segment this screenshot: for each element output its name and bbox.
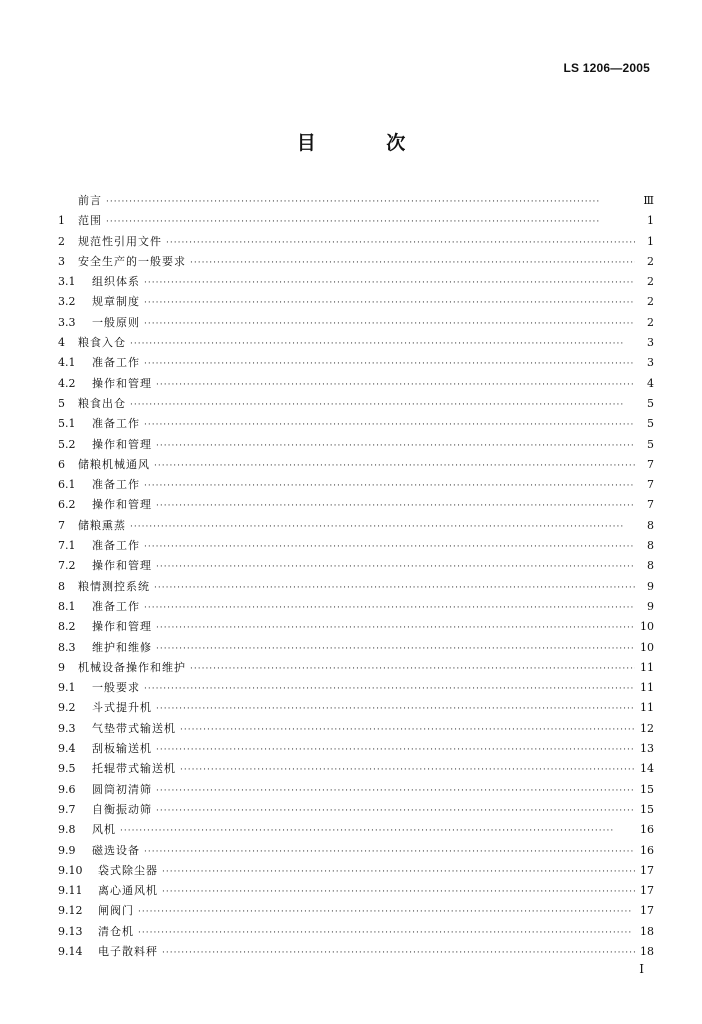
- toc-dot-leader: [190, 659, 635, 679]
- toc-entry-title: 一般要求: [92, 681, 140, 695]
- toc-entry-page: 11: [640, 681, 654, 695]
- toc-entry: [58, 272, 654, 292]
- toc-entry-page: 8: [647, 539, 654, 553]
- toc-entry-page: 7: [647, 478, 654, 492]
- toc-entry-number: 9.11: [58, 884, 83, 898]
- toc-dot-leader: [130, 395, 635, 415]
- toc-entry-number: 9.4: [58, 742, 76, 756]
- toc-entry: [58, 942, 654, 962]
- toc-entry-title: 一般原则: [92, 315, 140, 329]
- toc-entry-title: 组织体系: [92, 275, 140, 289]
- toc-entry-title: 磁选设备: [92, 843, 140, 857]
- toc-entry-number: 9.7: [58, 802, 76, 816]
- toc-entry-page: 2: [647, 254, 654, 268]
- toc-dot-leader: [180, 760, 635, 780]
- toc-entry-page: 2: [647, 295, 654, 309]
- toc-entry-number: 9.1: [58, 681, 76, 695]
- toc-entry-page: 5: [647, 437, 654, 451]
- toc-entry: [58, 516, 654, 536]
- toc-entry-title: 操作和管理: [92, 437, 152, 451]
- page-title: 目 次: [296, 132, 438, 154]
- toc-entry: [58, 800, 654, 820]
- toc-entry-title: 刮板输送机: [92, 742, 152, 756]
- toc-entry: [58, 292, 654, 312]
- toc-dot-leader: [156, 801, 635, 821]
- toc-entry-number: 9: [58, 660, 65, 674]
- toc-dot-leader: [156, 618, 635, 638]
- toc-dot-leader: [156, 496, 635, 516]
- toc-entry-number: 9.5: [58, 762, 76, 776]
- toc-entry-number: 9.9: [58, 843, 76, 857]
- toc-entry-number: 3.3: [58, 315, 76, 329]
- toc-dot-leader: [180, 720, 635, 740]
- toc-entry-page: 4: [647, 376, 654, 390]
- toc-dot-leader: [154, 578, 635, 598]
- toc-dot-leader: [166, 233, 635, 253]
- toc-entry-title: 规范性引用文件: [78, 234, 162, 248]
- toc-entry-page: 16: [640, 823, 654, 837]
- toc-dot-leader: [162, 862, 635, 882]
- toc-entry-page: 5: [647, 417, 654, 431]
- toc-entry-number: 8.2: [58, 620, 76, 634]
- toc-dot-leader: [162, 882, 635, 902]
- toc-entry: [58, 313, 654, 333]
- toc-entry-page: 7: [647, 457, 654, 471]
- toc-entry-page: 18: [640, 924, 654, 938]
- toc-entry-title: 操作和管理: [92, 559, 152, 573]
- toc-dot-leader: [144, 354, 635, 374]
- toc-entry-number: 8: [58, 579, 65, 593]
- toc-entry-title: 圆筒初清筛: [92, 782, 152, 796]
- toc-entry-title: 范围: [78, 214, 102, 228]
- toc-entry: [58, 739, 654, 759]
- toc-entry-number: 9.12: [58, 904, 83, 918]
- toc-entry: [58, 556, 654, 576]
- toc-dot-leader: [144, 273, 635, 293]
- toc-entry-number: 6.2: [58, 498, 76, 512]
- toc-dot-leader: [138, 902, 635, 922]
- toc-entry: [58, 394, 654, 414]
- toc-entry-title: 储粮熏蒸: [78, 518, 126, 532]
- toc-entry-number: 5.1: [58, 417, 76, 431]
- toc-entry-page: 8: [647, 518, 654, 532]
- page-number: I: [639, 962, 644, 976]
- toc-entry-title: 气垫带式输送机: [92, 721, 176, 735]
- toc-entry: [58, 719, 654, 739]
- toc-entry-number: 9.2: [58, 701, 76, 715]
- toc-entry: [58, 577, 654, 597]
- toc-dot-leader: [156, 436, 635, 456]
- toc-entry-number: 9.14: [58, 944, 83, 958]
- toc-dot-leader: [106, 212, 635, 232]
- toc-entry: [58, 678, 654, 698]
- toc-entry: [58, 495, 654, 515]
- toc-entry-number: 7.2: [58, 559, 76, 573]
- toc-dot-leader: [156, 740, 635, 760]
- toc-entry-number: 2: [58, 234, 65, 248]
- toc-dot-leader: [156, 781, 635, 801]
- toc-entry: [58, 617, 654, 637]
- toc-entry-number: 3.1: [58, 275, 76, 289]
- toc-entry-page: 12: [640, 721, 654, 735]
- toc-entry-page: 17: [640, 884, 654, 898]
- toc-entry-page: 7: [647, 498, 654, 512]
- toc-entry-number: 6.1: [58, 478, 76, 492]
- toc-entry-title: 操作和管理: [92, 376, 152, 390]
- toc-dot-leader: [156, 375, 635, 395]
- toc-entry-title: 自衡振动筛: [92, 802, 152, 816]
- toc-entry-number: 4.1: [58, 356, 76, 370]
- toc-entry-title: 维护和维修: [92, 640, 152, 654]
- toc-entry-page: 9: [647, 579, 654, 593]
- toc-dot-leader: [130, 517, 635, 537]
- toc-dot-leader: [144, 293, 635, 313]
- toc-dot-leader: [144, 314, 635, 334]
- toc-entry: [58, 374, 654, 394]
- toc-entry-number: 7: [58, 518, 65, 532]
- toc-entry-number: 9.6: [58, 782, 76, 796]
- toc-entry-page: 9: [647, 599, 654, 613]
- toc-entry-title: 准备工作: [92, 356, 140, 370]
- toc-entry-page: Ⅲ: [643, 194, 654, 207]
- toc-entry-page: 10: [640, 620, 654, 634]
- toc-entry-page: 11: [640, 660, 654, 674]
- toc-entry: [58, 861, 654, 881]
- toc-entry-page: 15: [640, 782, 654, 796]
- toc-entry-page: 16: [640, 843, 654, 857]
- toc-entry-title: 前言: [78, 194, 102, 207]
- toc-entry-title: 准备工作: [92, 599, 140, 613]
- toc-entry: [58, 658, 654, 678]
- toc-entry-title: 规章制度: [92, 295, 140, 309]
- toc-dot-leader: [144, 842, 635, 862]
- toc-entry-number: 4.2: [58, 376, 76, 390]
- toc-dot-leader: [106, 192, 635, 212]
- toc-dot-leader: [156, 557, 635, 577]
- toc-entry: [58, 333, 654, 353]
- toc-dot-leader: [144, 476, 635, 496]
- toc-entry: [58, 191, 654, 211]
- toc-entry-page: 5: [647, 396, 654, 410]
- toc-dot-leader: [120, 821, 635, 841]
- toc-entry-page: 15: [640, 802, 654, 816]
- toc-dot-leader: [138, 923, 635, 943]
- toc-entry-title: 风机: [92, 823, 116, 837]
- toc-dot-leader: [144, 415, 635, 435]
- toc-entry: [58, 414, 654, 434]
- toc-dot-leader: [154, 456, 635, 476]
- toc-entry: [58, 252, 654, 272]
- toc-entry: [58, 922, 654, 942]
- toc-entry-number: 9.3: [58, 721, 76, 735]
- toc-entry-title: 粮食入仓: [78, 336, 126, 350]
- toc-entry: [58, 435, 654, 455]
- toc-entry-page: 1: [647, 234, 654, 248]
- toc-entry: [58, 455, 654, 475]
- toc-entry-page: 2: [647, 315, 654, 329]
- toc-entry: [58, 881, 654, 901]
- toc-dot-leader: [144, 537, 635, 557]
- toc-entry-title: 安全生产的一般要求: [78, 254, 186, 268]
- toc-entry-title: 电子散料秤: [98, 944, 158, 958]
- toc-entry-page: 17: [640, 904, 654, 918]
- toc-entry-number: 5.2: [58, 437, 76, 451]
- toc-entry-page: 18: [640, 944, 654, 958]
- toc-dot-leader: [144, 598, 635, 618]
- table-of-contents: [58, 191, 654, 962]
- toc-entry-number: 7.1: [58, 539, 76, 553]
- toc-entry-title: 准备工作: [92, 539, 140, 553]
- toc-entry-page: 11: [640, 701, 654, 715]
- toc-entry-title: 斗式提升机: [92, 701, 152, 715]
- toc-entry-title: 准备工作: [92, 417, 140, 431]
- toc-entry-title: 粮情测控系统: [78, 579, 150, 593]
- toc-entry-title: 清仓机: [98, 924, 134, 938]
- toc-dot-leader: [190, 253, 635, 273]
- toc-entry-number: 8.3: [58, 640, 76, 654]
- toc-entry-number: 8.1: [58, 599, 76, 613]
- toc-entry-page: 10: [640, 640, 654, 654]
- toc-entry-title: 闸阀门: [98, 904, 134, 918]
- toc-entry-number: 4: [58, 336, 65, 350]
- toc-entry-page: 17: [640, 863, 654, 877]
- toc-dot-leader: [156, 699, 635, 719]
- toc-entry: [58, 211, 654, 231]
- toc-entry-number: 9.10: [58, 863, 83, 877]
- toc-dot-leader: [130, 334, 635, 354]
- toc-entry: [58, 901, 654, 921]
- toc-entry-page: 3: [647, 356, 654, 370]
- toc-dot-leader: [156, 639, 635, 659]
- toc-entry-title: 操作和管理: [92, 498, 152, 512]
- toc-entry: [58, 698, 654, 718]
- toc-entry-page: 1: [647, 214, 654, 228]
- toc-entry-page: 2: [647, 275, 654, 289]
- toc-entry-number: 5: [58, 396, 65, 410]
- toc-entry-number: 9.8: [58, 823, 76, 837]
- toc-entry: [58, 759, 654, 779]
- toc-dot-leader: [144, 679, 635, 699]
- toc-entry-title: 粮食出仓: [78, 396, 126, 410]
- toc-entry: [58, 780, 654, 800]
- toc-entry: [58, 353, 654, 373]
- toc-entry: [58, 232, 654, 252]
- toc-entry-title: 操作和管理: [92, 620, 152, 634]
- toc-entry-title: 储粮机械通风: [78, 457, 150, 471]
- toc-entry-number: 9.13: [58, 924, 83, 938]
- toc-entry-page: 13: [640, 742, 654, 756]
- toc-entry-title: 机械设备操作和维护: [78, 660, 186, 674]
- toc-entry: [58, 597, 654, 617]
- toc-entry: [58, 475, 654, 495]
- toc-entry-title: 袋式除尘器: [98, 863, 158, 877]
- toc-entry-page: 3: [647, 336, 654, 350]
- toc-entry: [58, 841, 654, 861]
- toc-dot-leader: [162, 943, 635, 963]
- standard-code: LS 1206—2005: [563, 61, 650, 75]
- toc-entry-number: 1: [58, 214, 65, 228]
- toc-entry-title: 离心通风机: [98, 884, 158, 898]
- toc-entry-number: 6: [58, 457, 65, 471]
- toc-entry: [58, 820, 654, 840]
- toc-entry-page: 8: [647, 559, 654, 573]
- toc-entry-title: 托辊带式输送机: [92, 762, 176, 776]
- toc-entry-title: 准备工作: [92, 478, 140, 492]
- toc-entry-page: 14: [640, 762, 654, 776]
- toc-entry-number: 3.2: [58, 295, 76, 309]
- toc-entry: [58, 536, 654, 556]
- toc-entry-number: 3: [58, 254, 65, 268]
- toc-entry: [58, 638, 654, 658]
